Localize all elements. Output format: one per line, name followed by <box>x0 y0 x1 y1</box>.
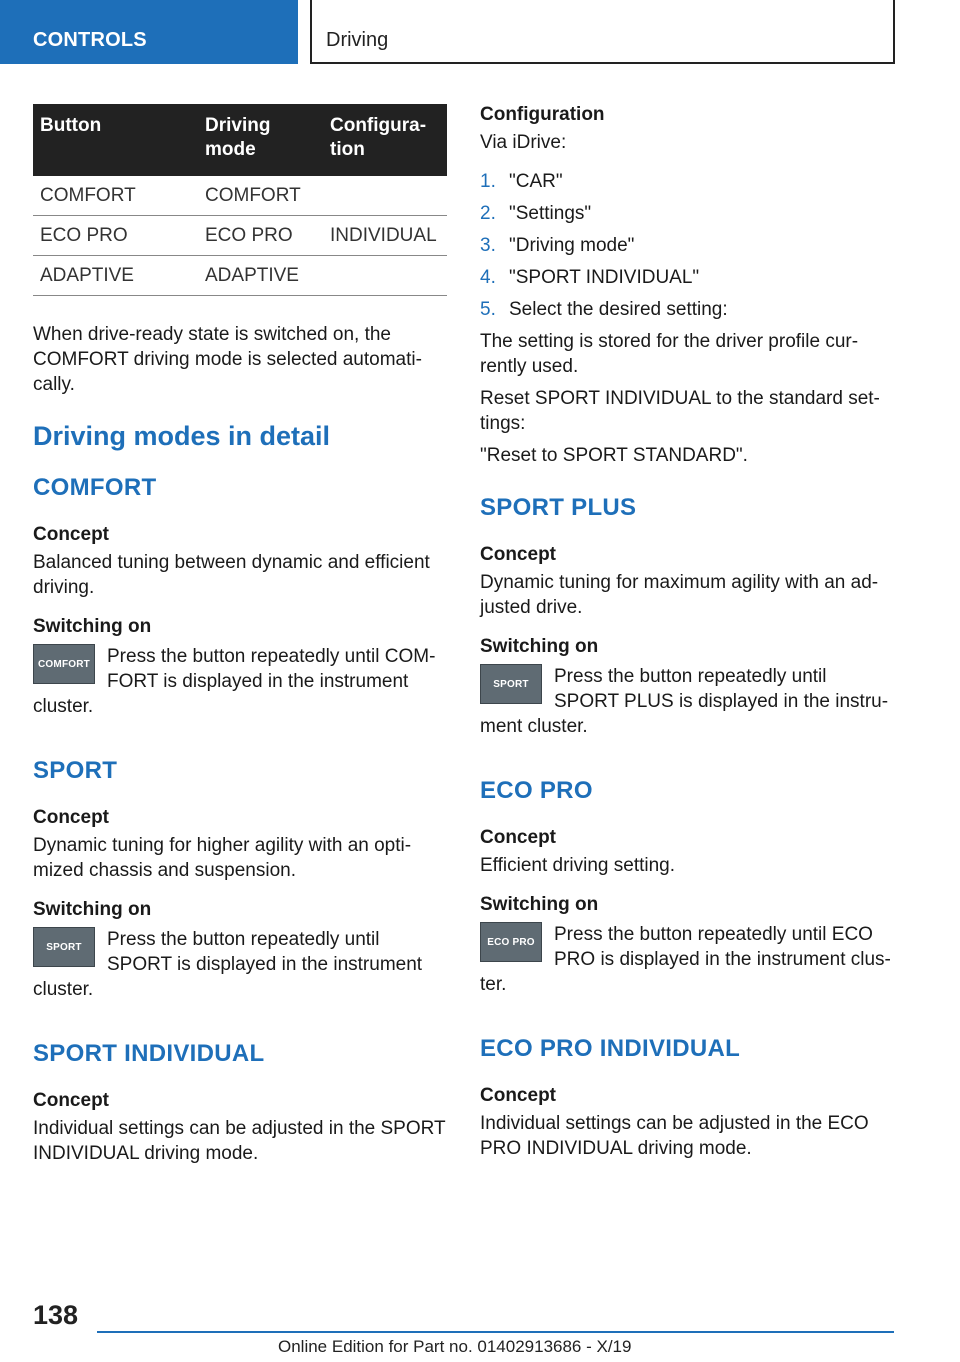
list-item: 4. "SPORT INDIVIDUAL" <box>480 267 700 288</box>
table-cell: COMFORT <box>198 176 323 216</box>
section-heading: Driving modes in detail <box>33 421 331 451</box>
eco-pro-switch-text: Press the button repeatedly until ECO PRO is displayed in the instrument cluster. <box>480 924 891 995</box>
section-tab: CONTROLS <box>0 0 298 64</box>
sport-switch-row <box>33 927 447 1002</box>
driving-modes-table <box>33 104 447 296</box>
eco-pro-button-icon: ECO PRO <box>480 922 542 962</box>
via-idrive-text: Via iDrive: <box>480 132 567 153</box>
right-column <box>480 104 895 1161</box>
sport-individual-heading: SPORT INDIVIDUAL <box>33 1040 265 1067</box>
sport-plus-heading: SPORT PLUS <box>480 494 637 521</box>
eco-pro-concept-label: Concept <box>480 827 556 848</box>
sport-plus-switch-row <box>480 664 895 739</box>
table-header-cell: Configuration <box>323 104 447 176</box>
table-cell: ECO PRO <box>198 216 323 256</box>
comfort-switch-text: Press the button repeatedly until COMFORT is displayed in the instrument cluster. <box>33 646 436 717</box>
table-cell: INDIVIDUAL <box>323 216 447 256</box>
eco-pro-individual-heading: ECO PRO INDIVIDUAL <box>480 1035 741 1062</box>
eco-pro-individual-concept-label: Concept <box>480 1085 556 1106</box>
table-cell: COMFORT <box>33 176 198 216</box>
eco-pro-switch-row <box>480 922 895 997</box>
table-header-cell: Button <box>33 104 198 176</box>
footer-divider <box>97 1331 894 1333</box>
table-header-row <box>33 104 447 176</box>
page-title: Driving <box>310 0 895 64</box>
eco-pro-individual-concept-text: Individual settings can be adjusted in the ECO PRO INDIVIDUAL driving mode. <box>480 1113 869 1159</box>
edition-text: Online Edition for Part no. 01402913686 - X/19 <box>278 1337 632 1356</box>
sport-plus-switch-text: Press the button repeatedly until SPORT PLUS is displayed in the instrument cluster. <box>480 666 889 737</box>
table-cell: ADAPTIVE <box>33 256 198 296</box>
sport-plus-concept-label: Concept <box>480 544 556 565</box>
list-item: 1. "CAR" <box>480 171 563 192</box>
eco-pro-concept-text: Efficient driving setting. <box>480 855 676 876</box>
table-row <box>33 176 447 216</box>
list-item: 2. "Settings" <box>480 203 592 224</box>
sport-concept-label: Concept <box>33 807 109 828</box>
setting-stored-text: The setting is stored for the driver profile currently used. <box>480 331 859 377</box>
table-row <box>33 216 447 256</box>
left-column <box>33 104 447 1166</box>
comfort-button-icon: COMFORT <box>33 644 95 684</box>
comfort-concept-text: Balanced tuning between dynamic and efficient driving. <box>33 552 430 598</box>
table-header-cell: Driving mode <box>198 104 323 176</box>
eco-pro-heading: ECO PRO <box>480 777 593 804</box>
reset-text: Reset SPORT INDIVIDUAL to the standard settings: <box>480 388 880 434</box>
reset-command-text: "Reset to SPORT STANDARD". <box>480 445 748 466</box>
comfort-concept-label: Concept <box>33 524 109 545</box>
sport-switch-label: Switching on <box>33 899 152 920</box>
comfort-switch-label: Switching on <box>33 616 152 637</box>
intro-paragraph: When drive-ready state is switched on, the COMFORT driving mode is selected automatically. <box>33 324 422 395</box>
sport-individual-concept-label: Concept <box>33 1090 109 1111</box>
table-cell <box>323 176 447 216</box>
list-item: 3. "Driving mode" <box>480 235 635 256</box>
comfort-heading: COMFORT <box>33 474 157 501</box>
sport-switch-text: Press the button repeatedly until SPORT is displayed in the instrument cluster. <box>33 929 423 1000</box>
page-number: 138 <box>33 1300 79 1330</box>
table-row <box>33 256 447 296</box>
eco-pro-switch-label: Switching on <box>480 894 599 915</box>
comfort-switch-row <box>33 644 447 719</box>
sport-plus-switch-label: Switching on <box>480 636 599 657</box>
sport-concept-text: Dynamic tuning for higher agility with an optimized chassis and suspension. <box>33 835 412 881</box>
configuration-label: Configuration <box>480 104 605 125</box>
sport-individual-concept-text: Individual settings can be adjusted in the SPORT INDIVIDUAL driving mode. <box>33 1118 446 1164</box>
table-cell: ECO PRO <box>33 216 198 256</box>
list-item: 5. Select the desired setting: <box>480 299 728 320</box>
sport-plus-button-icon: SPORT <box>480 664 542 704</box>
configuration-steps <box>480 169 895 322</box>
table-cell: ADAPTIVE <box>198 256 323 296</box>
sport-plus-concept-text: Dynamic tuning for maximum agility with an adjusted drive. <box>480 572 879 618</box>
table-cell <box>323 256 447 296</box>
sport-heading: SPORT <box>33 757 118 784</box>
sport-button-icon: SPORT <box>33 927 95 967</box>
